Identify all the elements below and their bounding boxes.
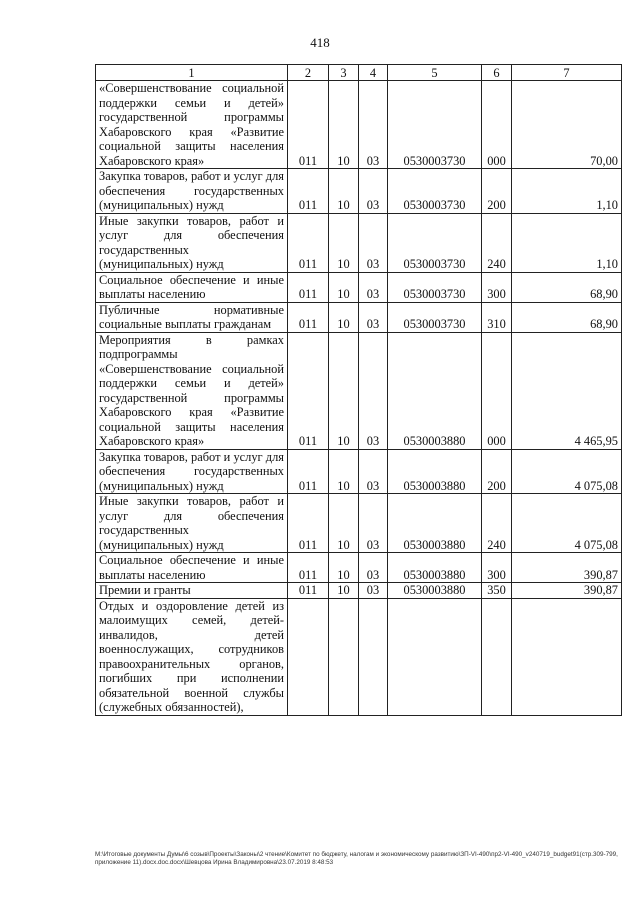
cell-section: [329, 598, 359, 715]
table-row: [96, 598, 622, 715]
cell-subsection: 03: [359, 302, 388, 332]
cell-subsection: 03: [359, 272, 388, 302]
table-row: [96, 169, 622, 214]
cell-expense-type: 300: [482, 272, 512, 302]
cell-section: 10: [329, 332, 359, 449]
column-header-4: 4: [359, 65, 388, 81]
cell-target-article: 0530003730: [388, 272, 482, 302]
cell-ministry: 011: [288, 449, 329, 494]
table-row: [96, 494, 622, 553]
table-row: [96, 449, 622, 494]
row-name: Публичные нормативные социальные выплаты гражданам: [96, 302, 288, 332]
cell-expense-type: 300: [482, 553, 512, 583]
cell-target-article: 0530003880: [388, 553, 482, 583]
table-row: [96, 302, 622, 332]
cell-target-article: 0530003880: [388, 332, 482, 449]
row-name: Мероприятия в рамках подпрограммы «Совершенствование социальной поддержки семьи и детей» государственной программы Хабаровского края «Развитие социальной защиты населения Хабаровского края»: [96, 332, 288, 449]
cell-amount: 70,00: [512, 81, 622, 169]
table-row: [96, 272, 622, 302]
cell-ministry: 011: [288, 494, 329, 553]
cell-ministry: 011: [288, 302, 329, 332]
header-row: [96, 65, 622, 81]
cell-ministry: 011: [288, 272, 329, 302]
cell-subsection: 03: [359, 449, 388, 494]
cell-amount: 68,90: [512, 302, 622, 332]
row-name: Премии и гранты: [96, 583, 288, 599]
cell-ministry: 011: [288, 213, 329, 272]
column-header-1: 1: [96, 65, 288, 81]
cell-target-article: 0530003880: [388, 494, 482, 553]
cell-section: 10: [329, 494, 359, 553]
cell-section: 10: [329, 169, 359, 214]
cell-expense-type: [482, 598, 512, 715]
column-header-2: 2: [288, 65, 329, 81]
cell-expense-type: 000: [482, 81, 512, 169]
cell-subsection: [359, 598, 388, 715]
cell-amount: 1,10: [512, 213, 622, 272]
cell-amount: 1,10: [512, 169, 622, 214]
cell-section: 10: [329, 583, 359, 599]
cell-amount: 4 075,08: [512, 494, 622, 553]
cell-ministry: 011: [288, 332, 329, 449]
cell-expense-type: 310: [482, 302, 512, 332]
row-name: Социальное обеспечение и иные выплаты населению: [96, 272, 288, 302]
table-row: [96, 553, 622, 583]
column-header-5: 5: [388, 65, 482, 81]
table-row: [96, 583, 622, 599]
cell-subsection: 03: [359, 332, 388, 449]
document-footer-path: M:\Итоговые документы Думы\6 созыв\Проекты\Законы\2 чтение\Комитет по бюджету, налогам и экономическому развитию\ЗП-VI-490\пр2-VI-490_v240719_budget91(стр.309-799, приложение 11).docx.doc.docx\Шевцова Ирина Владимировна\23.07.2019 8:48:53: [95, 851, 618, 866]
cell-amount: 390,87: [512, 553, 622, 583]
cell-subsection: 03: [359, 494, 388, 553]
cell-expense-type: 240: [482, 213, 512, 272]
cell-amount: [512, 598, 622, 715]
cell-target-article: 0530003880: [388, 449, 482, 494]
cell-amount: 4 075,08: [512, 449, 622, 494]
cell-section: 10: [329, 302, 359, 332]
column-header-3: 3: [329, 65, 359, 81]
row-name: Закупка товаров, работ и услуг для обеспечения государственных (муниципальных) нужд: [96, 449, 288, 494]
cell-target-article: 0530003880: [388, 583, 482, 599]
cell-subsection: 03: [359, 81, 388, 169]
column-header-6: 6: [482, 65, 512, 81]
cell-subsection: 03: [359, 553, 388, 583]
table-row: [96, 213, 622, 272]
table-row: [96, 81, 622, 169]
page-number: 418: [310, 35, 330, 50]
cell-target-article: 0530003730: [388, 81, 482, 169]
row-name: Закупка товаров, работ и услуг для обеспечения государственных (муниципальных) нужд: [96, 169, 288, 214]
row-name: Отдых и оздоровление детей из малоимущих семей, детей-инвалидов, детей военнослужащих, сотрудников правоохранительных органов, погибших при исполнении обязательной военной службы (служебных обязанностей),: [96, 598, 288, 715]
cell-ministry: 011: [288, 169, 329, 214]
cell-expense-type: 000: [482, 332, 512, 449]
cell-ministry: 011: [288, 81, 329, 169]
cell-ministry: 011: [288, 553, 329, 583]
cell-expense-type: 200: [482, 169, 512, 214]
cell-amount: 390,87: [512, 583, 622, 599]
table-row: [96, 332, 622, 449]
cell-expense-type: 200: [482, 449, 512, 494]
cell-subsection: 03: [359, 213, 388, 272]
cell-amount: 68,90: [512, 272, 622, 302]
cell-section: 10: [329, 449, 359, 494]
cell-section: 10: [329, 553, 359, 583]
cell-section: 10: [329, 272, 359, 302]
cell-section: 10: [329, 81, 359, 169]
cell-expense-type: 350: [482, 583, 512, 599]
cell-section: 10: [329, 213, 359, 272]
row-name: Иные закупки товаров, работ и услуг для обеспечения государственных (муниципальных) нужд: [96, 494, 288, 553]
cell-subsection: 03: [359, 583, 388, 599]
cell-subsection: 03: [359, 169, 388, 214]
cell-expense-type: 240: [482, 494, 512, 553]
cell-ministry: [288, 598, 329, 715]
cell-amount: 4 465,95: [512, 332, 622, 449]
cell-target-article: 0530003730: [388, 213, 482, 272]
cell-target-article: 0530003730: [388, 302, 482, 332]
cell-ministry: 011: [288, 583, 329, 599]
row-name: Иные закупки товаров, работ и услуг для обеспечения государственных (муниципальных) нужд: [96, 213, 288, 272]
budget-table: [95, 64, 622, 716]
column-header-7: 7: [512, 65, 622, 81]
row-name: «Совершенствование социальной поддержки семьи и детей» государственной программы Хабаровского края «Развитие социальной защиты населения Хабаровского края»: [96, 81, 288, 169]
cell-target-article: 0530003730: [388, 169, 482, 214]
cell-target-article: [388, 598, 482, 715]
row-name: Социальное обеспечение и иные выплаты населению: [96, 553, 288, 583]
